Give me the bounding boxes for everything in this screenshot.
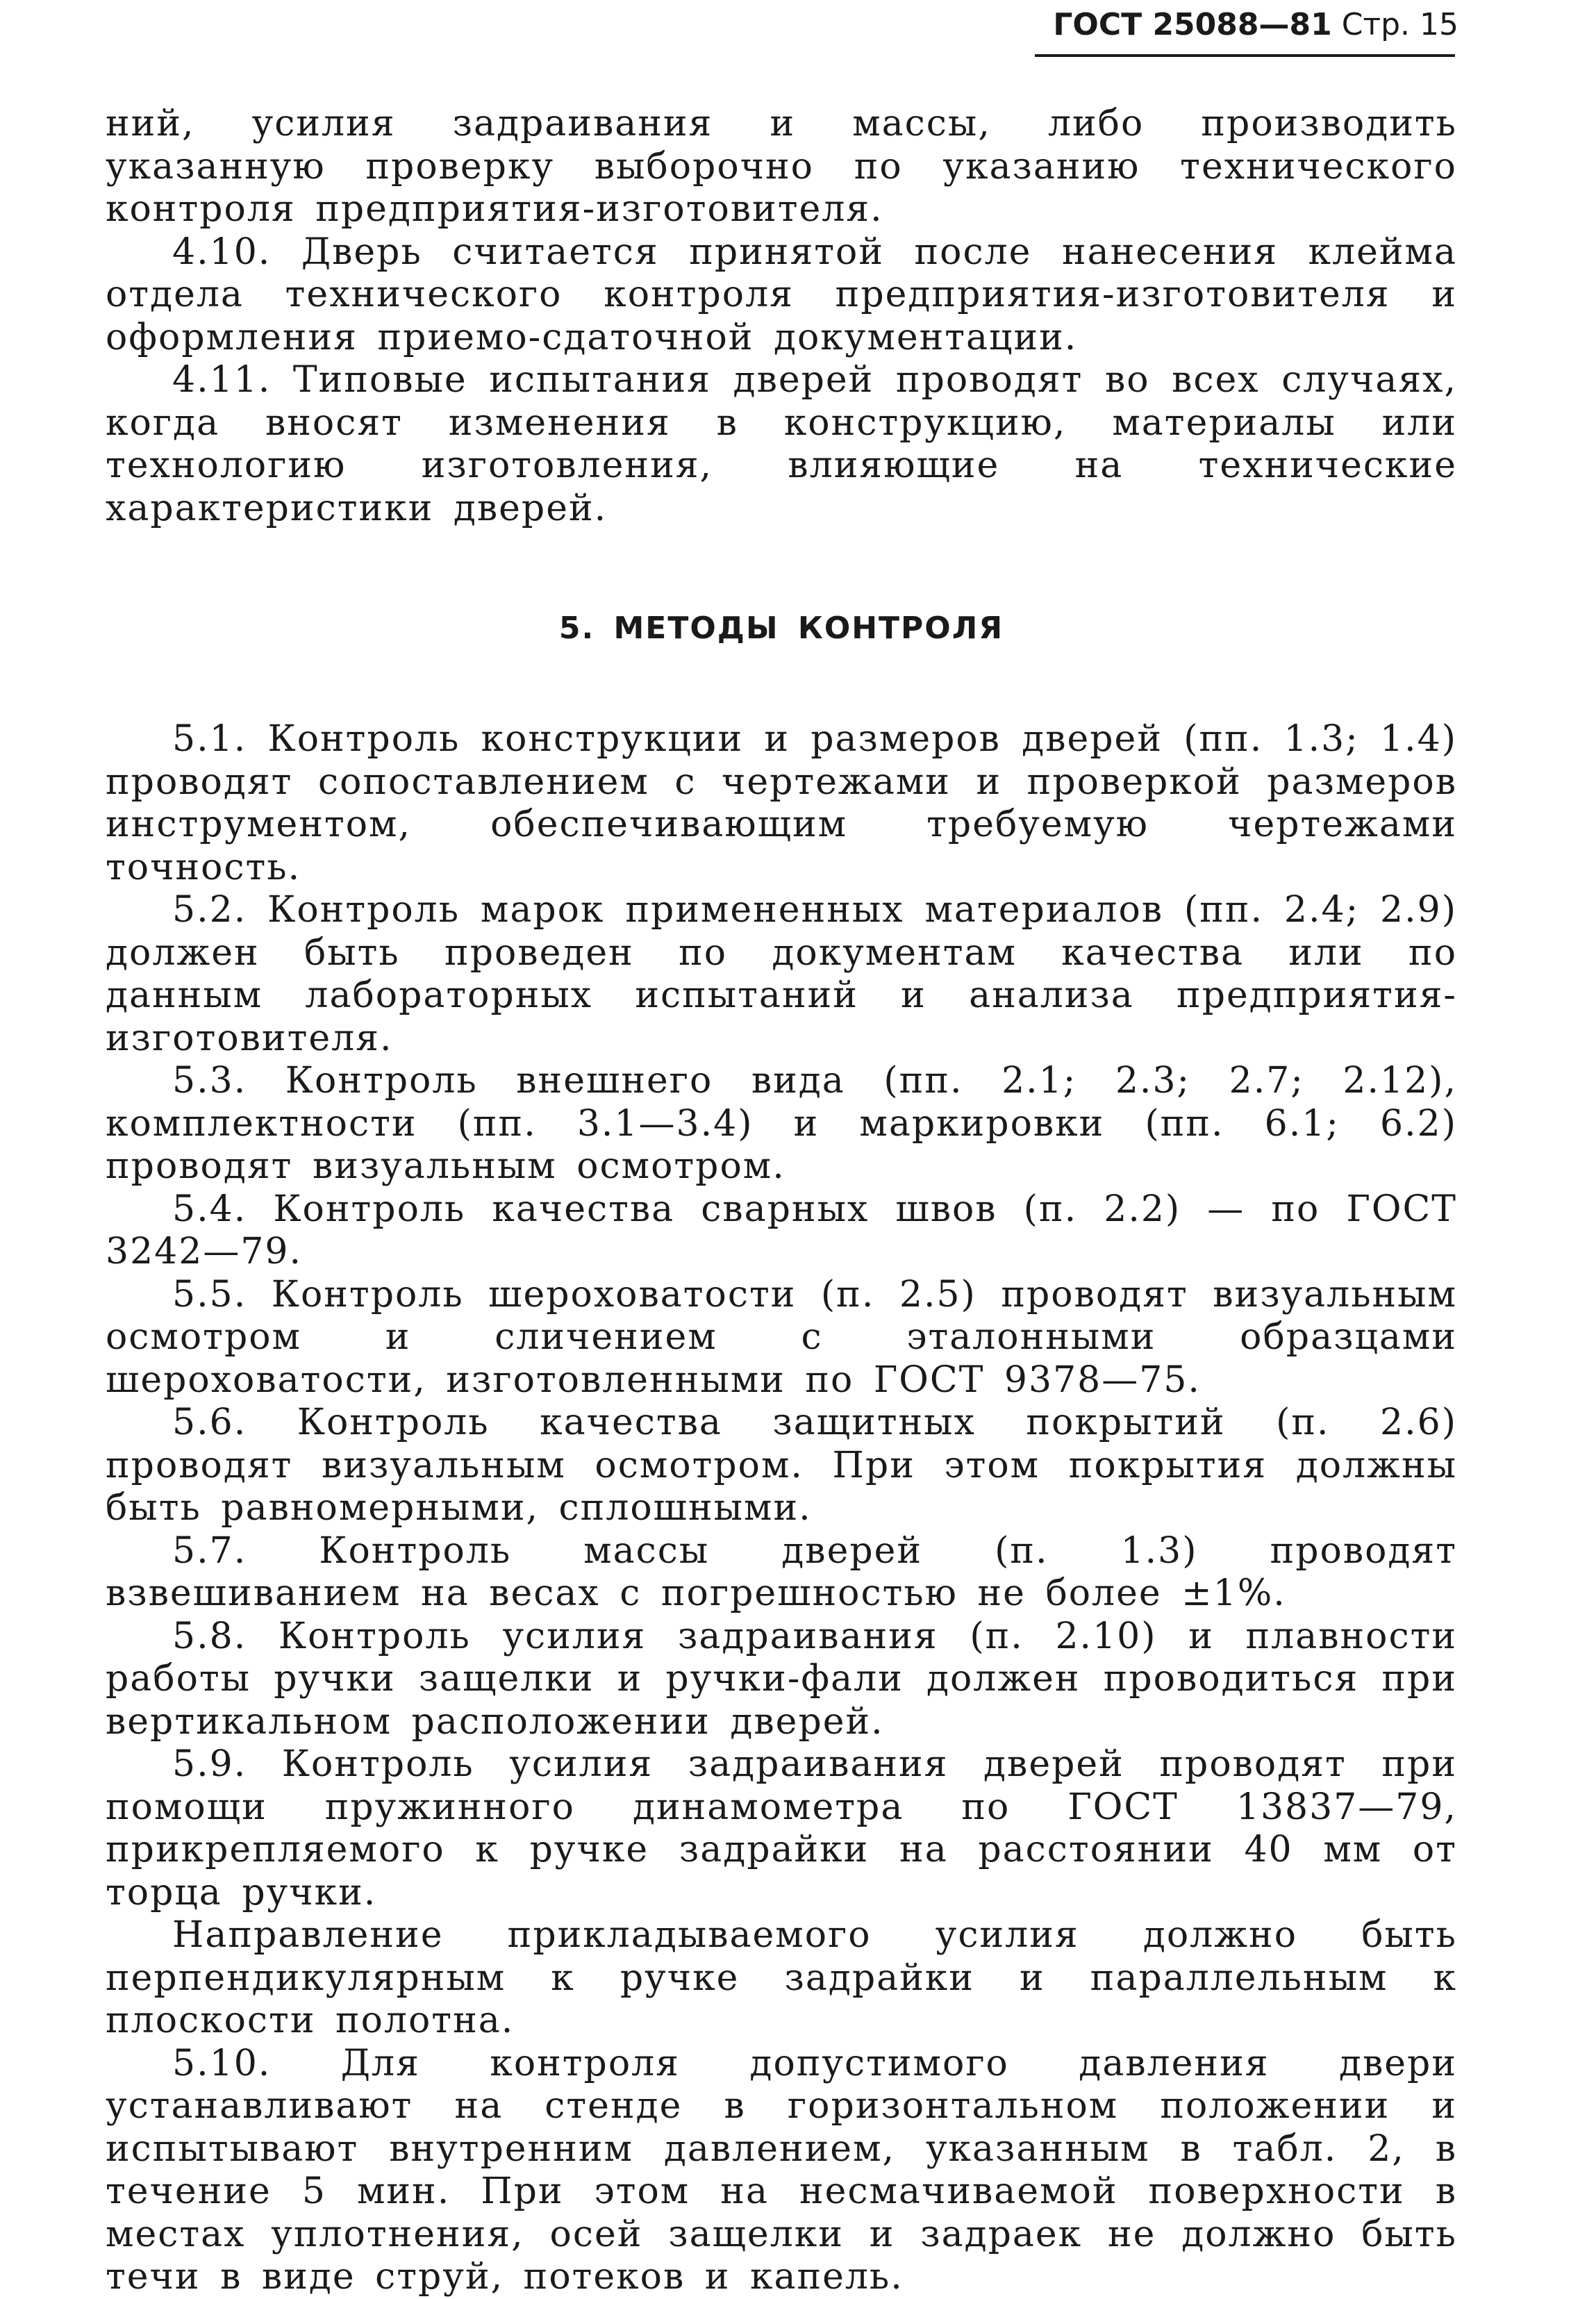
standard-code: ГОСТ 25088—81 bbox=[1053, 7, 1332, 42]
paragraph-4-10: 4.10. Дверь считается принятой после нанесения клейма отдела технического контроля предприятия-изготовителя и оформления приемо-сдаточной документации. bbox=[106, 231, 1457, 358]
paragraph-5-5: 5.5. Контроль шероховатости (п. 2.5) проводят визуальным осмотром и сличением с эталонными образцами шероховатости, изготовленными по ГОСТ 9378—75. bbox=[106, 1273, 1457, 1401]
paragraph-5-7: 5.7. Контроль массы дверей (п. 1.3) проводят взвешиванием на весах с погрешностью не более ±1%. bbox=[106, 1529, 1457, 1614]
document-body bbox=[106, 103, 1457, 2299]
paragraph-5-9: 5.9. Контроль усилия задраивания дверей проводят при помощи пружинного динамометра по ГОСТ 13837—79, прикрепляемого к ручке задрайки на расстоянии 40 мм от торца ручки. bbox=[106, 1743, 1457, 1914]
header-rule bbox=[1035, 54, 1455, 57]
section-heading: 5. МЕТОДЫ КОНТРОЛЯ bbox=[558, 611, 1004, 646]
paragraph-5-8: 5.8. Контроль усилия задраивания (п. 2.10) и плавности работы ручки защелки и ручки-фали должен проводиться при вертикальном расположении дверей. bbox=[106, 1615, 1457, 1743]
paragraph-5-2: 5.2. Контроль марок примененных материалов (пп. 2.4; 2.9) должен быть проведен по документам качества или по данным лабораторных испытаний и анализа предприятия-изготовителя. bbox=[106, 889, 1457, 1059]
paragraph-5-1: 5.1. Контроль конструкции и размеров дверей (пп. 1.3; 1.4) проводят сопоставлением с чертежами и проверкой размеров инструментом, обеспечивающим требуемую чертежами точность. bbox=[106, 718, 1457, 888]
paragraph-5-4: 5.4. Контроль качества сварных швов (п. 2.2) — по ГОСТ 3242—79. bbox=[106, 1188, 1457, 1272]
paragraph-5-6: 5.6. Контроль качества защитных покрытий (п. 2.6) проводят визуальным осмотром. При этом покрытия должны быть равномерными, сплошными. bbox=[106, 1402, 1457, 1529]
paragraph-4-11: 4.11. Типовые испытания дверей проводят во всех случаях, когда вносят изменения в конструкцию, материалы или технологию изготовления, влияющие на технические характеристики дверей. bbox=[106, 359, 1457, 529]
paragraph-5-3: 5.3. Контроль внешнего вида (пп. 2.1; 2.3; 2.7; 2.12), комплектности (пп. 3.1—3.4) и маркировки (пп. 6.1; 6.2) проводят визуальным осмотром. bbox=[106, 1060, 1457, 1187]
page-number: Стр. 15 bbox=[1341, 7, 1458, 42]
running-header bbox=[1028, 3, 1458, 53]
paragraph-5-9-force-direction: Направление прикладываемого усилия должно быть перпендикулярным к ручке задрайки и параллельным к плоскости полотна. bbox=[106, 1914, 1457, 2041]
paragraph-4-9-continuation: ний, усилия задраивания и массы, либо производить указанную проверку выборочно по указанию технического контроля предприятия-изготовителя. bbox=[106, 103, 1457, 230]
paragraph-5-10: 5.10. Для контроля допустимого давления двери устанавливают на стенде в горизонтальном положении и испытывают внутренним давлением, указанным в табл. 2, в течение 5 мин. При этом на несмачиваемой поверхности в местах уплотнения, осей защелки и задраек не должно быть течи в виде струй, потеков и капель. bbox=[106, 2042, 1457, 2298]
